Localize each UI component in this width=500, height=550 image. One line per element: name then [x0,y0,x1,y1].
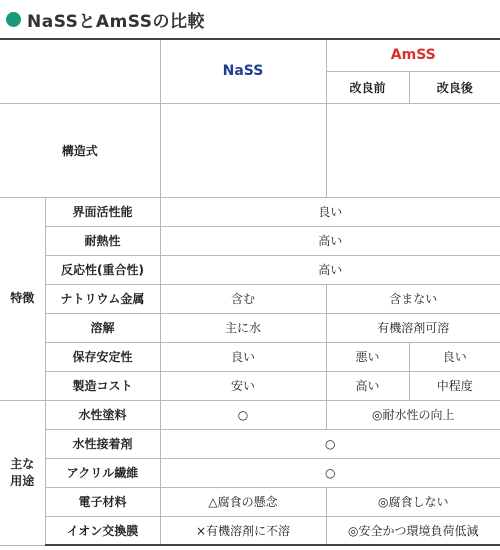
table-row [0,342,500,371]
amss-before-cell: 悪い [326,342,409,371]
row-label: 溶解 [45,313,160,342]
nass-cell: 良い [160,342,326,371]
table-row [0,458,500,487]
amss-cell: 含まない [326,284,500,313]
row-label: 製造コスト [45,371,160,400]
header-amss: AmSS [326,39,500,71]
title-bullet-icon [6,12,21,27]
amss-after-cell: 中程度 [409,371,500,400]
group-uses-line1: 主な [10,456,35,471]
structure-amss-cell [326,103,500,197]
value-cell: ○ [160,458,500,487]
table-row [0,371,500,400]
row-label: 界面活性能 [45,197,160,226]
amss-after-cell: 良い [409,342,500,371]
row-label: イオン交換膜 [45,516,160,545]
group-features: 特徴 [0,197,45,400]
row-label: 反応性(重合性) [45,255,160,284]
header-blank-cell [0,39,160,103]
header-amss-after: 改良後 [409,71,500,103]
table-row [0,429,500,458]
structure-nass-cell [160,103,326,197]
table-row [0,400,500,429]
nass-cell: 主に水 [160,313,326,342]
amss-before-cell: 高い [326,371,409,400]
amss-cell: ◎耐水性の向上 [326,400,500,429]
amss-cell: ◎安全かつ環境負荷低減 [326,516,500,545]
table-row [0,516,500,545]
row-label: 水性塗料 [45,400,160,429]
table-row [0,487,500,516]
amss-cell: 有機溶剤可溶 [326,313,500,342]
comparison-table [0,38,500,546]
nass-cell: △腐食の懸念 [160,487,326,516]
row-label: ナトリウム金属 [45,284,160,313]
nass-cell: 含む [160,284,326,313]
table-row [0,313,500,342]
structure-row [0,103,500,197]
row-label: 電子材料 [45,487,160,516]
row-label: 耐熱性 [45,226,160,255]
row-label: 水性接着剤 [45,429,160,458]
row-label: 保存安定性 [45,342,160,371]
nass-cell: ×有機溶剤に不溶 [160,516,326,545]
header-nass: NaSS [160,39,326,103]
table-row [0,226,500,255]
table-row [0,284,500,313]
table-row [0,197,500,226]
title-row [6,6,205,32]
header-amss-before: 改良前 [326,71,409,103]
value-cell: ○ [160,429,500,458]
nass-cell: 安い [160,371,326,400]
value-cell: 高い [160,226,500,255]
value-cell: 高い [160,255,500,284]
value-cell: 良い [160,197,500,226]
page-title: NaSSとAmSSの比較 [27,11,206,32]
nass-cell: ○ [160,400,326,429]
row-label: アクリル繊維 [45,458,160,487]
table-row [0,255,500,284]
group-uses-line2: 用途 [10,473,35,488]
structure-label: 構造式 [0,103,160,197]
header-row-1 [0,39,500,71]
group-uses [0,400,45,545]
amss-cell: ◎腐食しない [326,487,500,516]
